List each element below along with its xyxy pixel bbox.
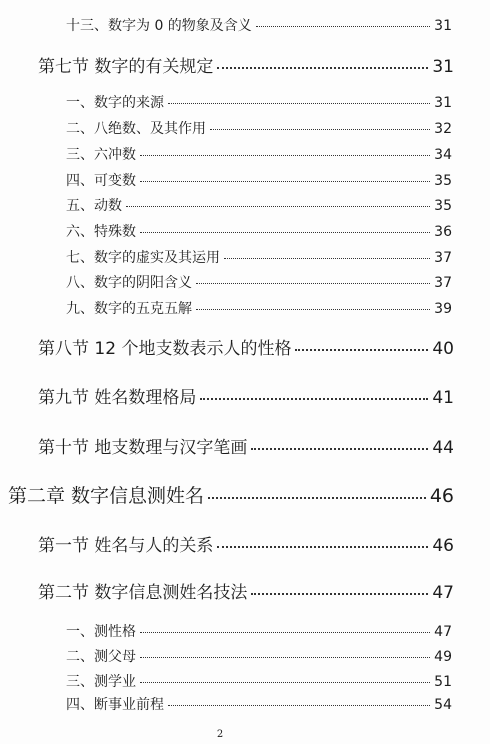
toc-entry-label: 四、可变数 [66, 173, 136, 189]
toc-entry-page: 31 [432, 57, 454, 77]
dot-leader [224, 258, 430, 259]
dot-leader [140, 181, 430, 182]
toc-entry-page: 41 [432, 388, 454, 408]
toc-entry-label: 二、测父母 [66, 649, 136, 665]
toc-entry-label: 三、六冲数 [66, 147, 136, 163]
toc-entry-label: 第八节 12 个地支数表示人的性格 [38, 339, 292, 359]
toc-entry-page: 47 [432, 583, 454, 603]
dot-leader [208, 497, 426, 499]
dot-leader [256, 26, 430, 27]
toc-entry-label: 二、八绝数、及其作用 [66, 121, 206, 137]
toc-entry-page: 51 [434, 674, 452, 690]
toc-entry-page: 47 [434, 624, 452, 640]
toc-entry[interactable] [66, 118, 452, 138]
toc-entry[interactable] [66, 170, 452, 190]
toc-entry[interactable] [66, 92, 452, 112]
dot-leader [295, 349, 428, 351]
toc-entry-label: 七、数字的虚实及其运用 [66, 250, 220, 266]
toc-entry[interactable] [66, 195, 452, 215]
toc-entry-page: 32 [434, 121, 452, 137]
toc-entry-label: 第九节 姓名数理格局 [38, 388, 197, 408]
toc-entry-page: 35 [434, 173, 452, 189]
toc-entry[interactable] [66, 646, 452, 666]
toc-entry-page: 40 [432, 339, 454, 359]
dot-leader [196, 309, 430, 310]
dot-leader [126, 206, 430, 207]
toc-entry-page: 34 [434, 147, 452, 163]
toc-entry[interactable] [66, 221, 452, 241]
toc-entry-label: 第二节 数字信息测姓名技法 [38, 583, 248, 603]
toc-entry-page: 37 [434, 250, 452, 266]
toc-entry-page: 54 [434, 697, 452, 713]
toc-entry-label: 第一节 姓名与人的关系 [38, 536, 214, 556]
toc-entry-page: 44 [432, 438, 454, 458]
toc-entry-label: 九、数字的五克五解 [66, 301, 192, 317]
toc-entry-chapter[interactable] [8, 481, 454, 508]
dot-leader [168, 705, 430, 706]
dot-leader [140, 632, 430, 633]
dot-leader [140, 682, 430, 683]
toc-entry-label: 第七节 数字的有关规定 [38, 57, 214, 77]
toc-entry[interactable] [38, 531, 454, 556]
toc-entry[interactable] [66, 298, 452, 318]
toc-entry-label: 一、测性格 [66, 624, 136, 640]
toc-entry-page: 31 [434, 95, 452, 111]
toc-entry-page: 49 [434, 649, 452, 665]
toc-entry[interactable] [66, 15, 452, 35]
toc-entry-page: 46 [432, 536, 454, 556]
toc-entry-page: 37 [434, 275, 452, 291]
toc-entry[interactable] [66, 247, 452, 267]
toc-entry-page: 36 [434, 224, 452, 240]
toc-entry[interactable] [38, 334, 454, 359]
toc-entry[interactable] [38, 578, 454, 603]
dot-leader [217, 546, 428, 548]
toc-entry-page: 31 [434, 18, 452, 34]
dot-leader [210, 129, 430, 130]
toc-entry[interactable] [66, 621, 452, 641]
toc-entry[interactable] [38, 383, 454, 408]
toc-entry[interactable] [38, 433, 454, 458]
toc-entry[interactable] [66, 694, 452, 714]
toc-entry-page: 35 [434, 198, 452, 214]
dot-leader [140, 232, 430, 233]
toc-entry-label: 三、测学业 [66, 674, 136, 690]
toc-entry-label: 十三、数字为 0 的物象及含义 [66, 18, 252, 34]
toc-entry[interactable] [66, 144, 452, 164]
dot-leader [140, 155, 430, 156]
dot-leader [200, 398, 428, 400]
toc-entry-label: 第二章 数字信息测姓名 [8, 485, 205, 507]
toc-entry-page: 46 [429, 485, 454, 507]
toc-entry[interactable] [66, 272, 452, 292]
toc-entry-label: 八、数字的阴阳含义 [66, 275, 192, 291]
toc-entry-label: 四、断事业前程 [66, 697, 164, 713]
dot-leader [140, 657, 430, 658]
toc-entry-label: 六、特殊数 [66, 224, 136, 240]
toc-entry[interactable] [66, 671, 452, 691]
toc-entry-label: 一、数字的来源 [66, 95, 164, 111]
toc-entry-label: 第十节 地支数理与汉字笔画 [38, 438, 248, 458]
toc-entry[interactable] [38, 52, 454, 77]
dot-leader [196, 283, 430, 284]
page-number: 2 [216, 729, 224, 740]
dot-leader [251, 448, 428, 450]
dot-leader [217, 67, 428, 69]
dot-leader [168, 103, 430, 104]
toc-entry-page: 39 [434, 301, 452, 317]
dot-leader [251, 593, 428, 595]
toc-entry-label: 五、动数 [66, 198, 122, 214]
